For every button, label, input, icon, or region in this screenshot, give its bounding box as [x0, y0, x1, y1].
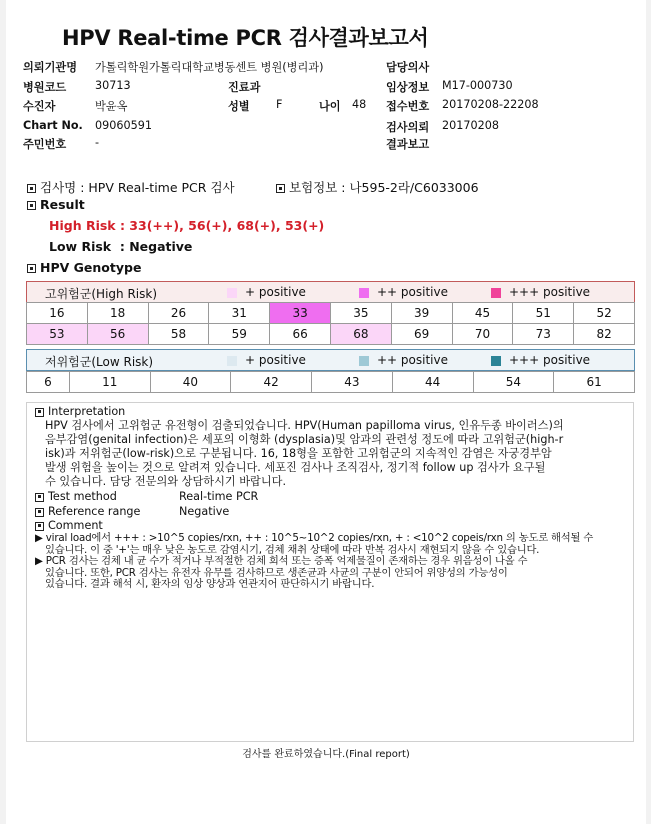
- interpretation-line: 음부감염(genital infection)은 세포의 이형화 (dysplasia)및 암과의 관련성 정도에 따라 고위험군(high-r: [45, 433, 564, 446]
- interpretation-box: [26, 402, 634, 742]
- legend-plus: + positive: [245, 353, 306, 367]
- checkbox-icon: [35, 408, 44, 417]
- sex-label: 성별: [228, 100, 250, 113]
- reference-range-label: Reference range: [35, 505, 140, 519]
- checkbox-icon: [27, 201, 36, 210]
- genotype-cell-35: 35: [330, 303, 391, 324]
- request-label: 검사의뢰: [386, 121, 430, 134]
- legend-swatch-plusplusplus: [491, 288, 501, 298]
- patient-label: 수진자: [23, 100, 56, 113]
- genotype-heading: HPV Genotype: [27, 260, 141, 275]
- sex-value: F: [276, 98, 283, 111]
- dept-label: 진료과: [228, 81, 261, 94]
- genotype-cell-51: 51: [513, 303, 574, 324]
- interpretation-line: isk)과 저위험군(low-risk)으로 구분됩니다. 16, 18형을 포함한 고위험군의 지속적인 감염은 자궁경부암: [45, 447, 552, 460]
- interpretation-heading: Interpretation: [35, 405, 125, 419]
- test-method-value: Real-time PCR: [179, 490, 259, 503]
- genotype-cell-40: 40: [150, 372, 231, 393]
- legend-plusplusplus: +++ positive: [509, 285, 591, 299]
- legend-swatch-plusplusplus: [491, 356, 501, 366]
- high-risk-result: High Risk : 33(++), 56(+), 68(+), 53(+): [49, 218, 325, 233]
- genotype-cell-42: 42: [231, 372, 312, 393]
- request-value: 20170208: [442, 119, 499, 132]
- patient-value: 박윤옥: [95, 100, 128, 113]
- age-value: 48: [352, 98, 367, 111]
- genotype-cell-43: 43: [312, 372, 393, 393]
- institution-label: 의뢰기관명: [23, 61, 78, 74]
- legend-swatch-plusplus: [359, 356, 369, 366]
- comment-label: Comment: [35, 519, 103, 533]
- genotype-cell-59: 59: [209, 324, 270, 345]
- checkbox-icon: [35, 508, 44, 517]
- legend-plusplus: ++ positive: [377, 285, 448, 299]
- high-risk-label: 고위험군(High Risk): [45, 287, 157, 301]
- legend-plusplusplus: +++ positive: [509, 353, 591, 367]
- insurance-info: 보험정보 : 나595-2라/C6033006: [276, 178, 479, 196]
- genotype-cell-56: 56: [87, 324, 148, 345]
- legend-plus: + positive: [245, 285, 306, 299]
- genotype-cell-70: 70: [452, 324, 513, 345]
- chart-label: Chart No.: [23, 119, 83, 132]
- high-risk-legend: [26, 281, 635, 303]
- genotype-cell-73: 73: [513, 324, 574, 345]
- genotype-cell-54: 54: [473, 372, 554, 393]
- chart-value: 09060591: [95, 119, 152, 132]
- interpretation-line: HPV 검사에서 고위험군 유전형이 검출되었습니다. HPV(Human papilloma virus, 인유두종 바이러스)의: [45, 419, 564, 432]
- result-heading: Result: [27, 197, 85, 212]
- checkbox-icon: [35, 493, 44, 502]
- genotype-cell-6: 6: [27, 372, 70, 393]
- receipt-label: 접수번호: [386, 100, 430, 113]
- legend-swatch-plusplus: [359, 288, 369, 298]
- legend-swatch-plus: [227, 356, 237, 366]
- checkbox-icon: [276, 184, 285, 193]
- comment-line: ▶ PCR 검사는 검체 내 균 수가 적거나 부적절한 검체 희석 또는 증폭 억제물질이 존재하는 경우 위음성이 나올 수: [35, 555, 528, 567]
- report-page: [6, 0, 646, 824]
- test-item: 검사명 : HPV Real-time PCR 검사: [27, 178, 235, 196]
- genotype-cell-45: 45: [452, 303, 513, 324]
- id-label: 주민번호: [23, 138, 67, 151]
- checkbox-icon: [27, 184, 36, 193]
- high-risk-row-1: [27, 303, 635, 324]
- genotype-cell-33: 33: [270, 303, 331, 324]
- genotype-cell-52: 52: [574, 303, 635, 324]
- receipt-value: 20170208-22208: [442, 98, 539, 111]
- high-risk-row-2: [27, 324, 635, 345]
- final-report-note: 검사를 완료하였습니다.(Final report): [242, 749, 410, 760]
- comment-line: ▶ viral load에서 +++ : >10^5 copies/rxn, ++ : 10^5~10^2 copies/rxn, + : <10^2 copeis/rxn 의 농도로 해석될 수: [35, 532, 594, 544]
- interpretation-line: 수 있습니다. 담당 전문의와 상담하시기 바랍니다.: [45, 475, 287, 488]
- clinical-info-value: M17-000730: [442, 79, 513, 92]
- id-value: -: [95, 136, 100, 149]
- genotype-cell-31: 31: [209, 303, 270, 324]
- hospital-code-value: 30713: [95, 79, 131, 92]
- hospital-code-label: 병원코드: [23, 81, 67, 94]
- reference-range-value: Negative: [179, 505, 230, 518]
- test-method-label: Test method: [35, 490, 117, 504]
- legend-plusplus: ++ positive: [377, 353, 448, 367]
- genotype-cell-69: 69: [391, 324, 452, 345]
- age-label: 나이: [319, 100, 341, 113]
- genotype-cell-58: 58: [148, 324, 209, 345]
- genotype-cell-18: 18: [87, 303, 148, 324]
- clinical-info-label: 임상정보: [386, 81, 430, 94]
- genotype-cell-68: 68: [330, 324, 391, 345]
- low-risk-result: Low Risk : Negative: [49, 239, 193, 254]
- low-risk-table: [26, 371, 635, 393]
- genotype-cell-26: 26: [148, 303, 209, 324]
- genotype-cell-11: 11: [69, 372, 150, 393]
- genotype-cell-39: 39: [391, 303, 452, 324]
- checkbox-icon: [35, 522, 44, 531]
- legend-swatch-plus: [227, 288, 237, 298]
- genotype-cell-61: 61: [554, 372, 635, 393]
- checkbox-icon: [27, 264, 36, 273]
- report-title: HPV Real-time PCR 검사결과보고서: [62, 26, 429, 50]
- low-risk-row: [27, 372, 635, 393]
- comment-line: 있습니다. 이 중 '+'는 매우 낮은 농도로 감염시기, 검체 채취 상태에 따라 반복 검사시 재현되지 않을 수 있습니다.: [45, 543, 540, 556]
- institution-value: 가톨릭학원가톨릭대학교병동센트 병원(병리과): [95, 61, 324, 74]
- genotype-cell-53: 53: [27, 324, 88, 345]
- interpretation-line: 발생 위험을 높이는 것으로 알려져 있습니다. 세포진 검사나 조직검사, 정기적 follow up 검사가 요구될: [45, 461, 546, 474]
- genotype-cell-66: 66: [270, 324, 331, 345]
- doctor-label: 담당의사: [386, 61, 430, 74]
- low-risk-label: 저위험군(Low Risk): [45, 355, 154, 369]
- comment-line: 있습니다. 결과 해석 시, 환자의 임상 양상과 연관지어 판단하시기 바랍니다.: [45, 578, 375, 590]
- genotype-cell-16: 16: [27, 303, 88, 324]
- genotype-cell-82: 82: [574, 324, 635, 345]
- comment-line: 있습니다. 또한, PCR 검사는 유전자 유무를 검사하므로 생존균과 사균의 구분이 안되어 위양성의 가능성이: [45, 566, 508, 579]
- report-label: 결과보고: [386, 138, 430, 151]
- high-risk-table: [26, 302, 635, 345]
- low-risk-legend: [26, 349, 635, 371]
- genotype-cell-44: 44: [392, 372, 473, 393]
